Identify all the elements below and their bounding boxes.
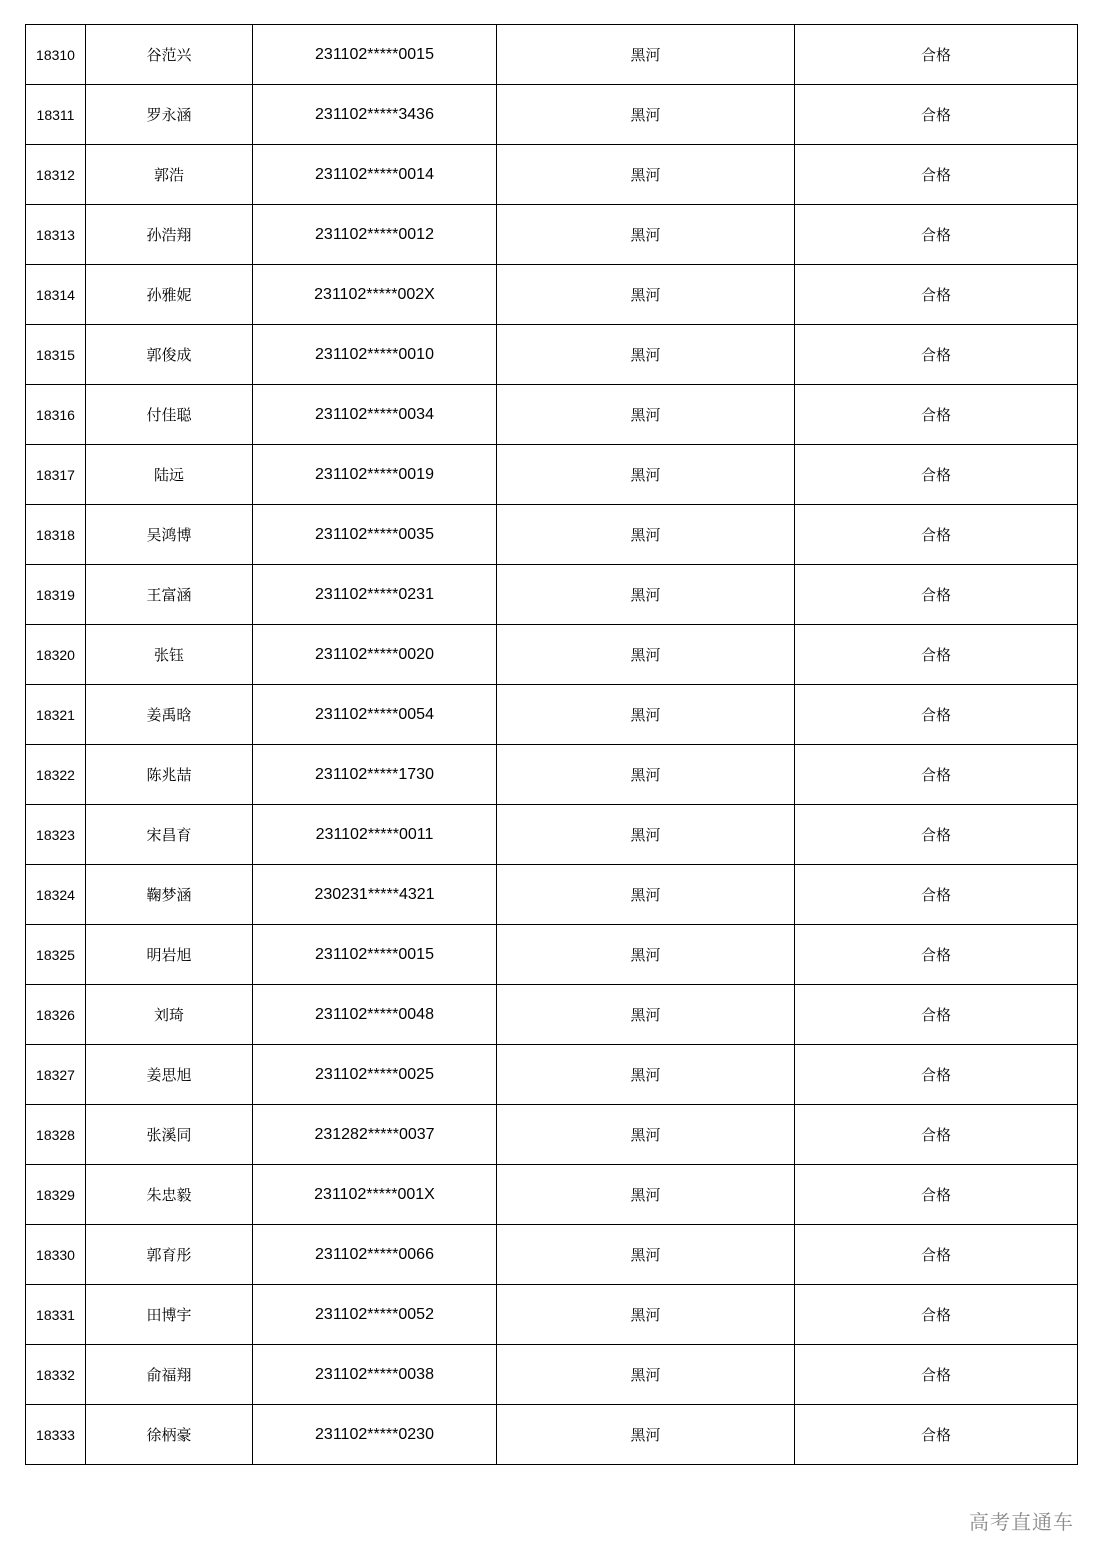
cell-id-number: 231102*****0025 bbox=[253, 1045, 497, 1105]
cell-id-number: 231102*****0011 bbox=[253, 805, 497, 865]
cell-region: 黑河 bbox=[497, 1105, 795, 1165]
table-row bbox=[26, 445, 1078, 505]
cell-number: 18330 bbox=[26, 1225, 86, 1285]
table-row bbox=[26, 805, 1078, 865]
cell-number: 18320 bbox=[26, 625, 86, 685]
cell-result: 合格 bbox=[795, 1105, 1078, 1165]
table-row bbox=[26, 745, 1078, 805]
cell-name: 姜思旭 bbox=[86, 1045, 253, 1105]
cell-number: 18319 bbox=[26, 565, 86, 625]
cell-result: 合格 bbox=[795, 1165, 1078, 1225]
table-row bbox=[26, 985, 1078, 1045]
table-row bbox=[26, 925, 1078, 985]
cell-result: 合格 bbox=[795, 1345, 1078, 1405]
cell-id-number: 231102*****0066 bbox=[253, 1225, 497, 1285]
table-row bbox=[26, 385, 1078, 445]
cell-region: 黑河 bbox=[497, 985, 795, 1045]
table-row bbox=[26, 505, 1078, 565]
cell-region: 黑河 bbox=[497, 625, 795, 685]
cell-result: 合格 bbox=[795, 505, 1078, 565]
cell-region: 黑河 bbox=[497, 1285, 795, 1345]
table-row bbox=[26, 85, 1078, 145]
cell-result: 合格 bbox=[795, 805, 1078, 865]
cell-region: 黑河 bbox=[497, 85, 795, 145]
cell-number: 18322 bbox=[26, 745, 86, 805]
cell-number: 18315 bbox=[26, 325, 86, 385]
cell-region: 黑河 bbox=[497, 1225, 795, 1285]
cell-result: 合格 bbox=[795, 25, 1078, 85]
cell-result: 合格 bbox=[795, 445, 1078, 505]
cell-region: 黑河 bbox=[497, 565, 795, 625]
cell-name: 郭俊成 bbox=[86, 325, 253, 385]
cell-number: 18326 bbox=[26, 985, 86, 1045]
cell-id-number: 231102*****0015 bbox=[253, 25, 497, 85]
cell-region: 黑河 bbox=[497, 925, 795, 985]
cell-id-number: 231102*****0034 bbox=[253, 385, 497, 445]
cell-number: 18332 bbox=[26, 1345, 86, 1405]
cell-region: 黑河 bbox=[497, 1405, 795, 1465]
cell-number: 18325 bbox=[26, 925, 86, 985]
cell-id-number: 231102*****0010 bbox=[253, 325, 497, 385]
cell-number: 18331 bbox=[26, 1285, 86, 1345]
table-row bbox=[26, 1405, 1078, 1465]
cell-id-number: 231102*****0019 bbox=[253, 445, 497, 505]
cell-name: 孙浩翔 bbox=[86, 205, 253, 265]
cell-region: 黑河 bbox=[497, 805, 795, 865]
cell-id-number: 231102*****3436 bbox=[253, 85, 497, 145]
cell-number: 18321 bbox=[26, 685, 86, 745]
cell-id-number: 231102*****1730 bbox=[253, 745, 497, 805]
cell-name: 陈兆喆 bbox=[86, 745, 253, 805]
table-row bbox=[26, 25, 1078, 85]
cell-region: 黑河 bbox=[497, 1165, 795, 1225]
cell-id-number: 231102*****0038 bbox=[253, 1345, 497, 1405]
cell-result: 合格 bbox=[795, 1225, 1078, 1285]
cell-name: 田博宇 bbox=[86, 1285, 253, 1345]
cell-name: 王富涵 bbox=[86, 565, 253, 625]
cell-result: 合格 bbox=[795, 385, 1078, 445]
cell-region: 黑河 bbox=[497, 205, 795, 265]
cell-result: 合格 bbox=[795, 265, 1078, 325]
table-row bbox=[26, 625, 1078, 685]
roster-body bbox=[26, 25, 1078, 1465]
cell-region: 黑河 bbox=[497, 1045, 795, 1105]
cell-name: 吴鸿博 bbox=[86, 505, 253, 565]
cell-id-number: 231102*****0020 bbox=[253, 625, 497, 685]
cell-result: 合格 bbox=[795, 925, 1078, 985]
roster-table bbox=[25, 24, 1078, 1465]
cell-result: 合格 bbox=[795, 325, 1078, 385]
cell-id-number: 231102*****0048 bbox=[253, 985, 497, 1045]
table-row bbox=[26, 1105, 1078, 1165]
cell-id-number: 231102*****0012 bbox=[253, 205, 497, 265]
cell-region: 黑河 bbox=[497, 685, 795, 745]
cell-number: 18316 bbox=[26, 385, 86, 445]
cell-result: 合格 bbox=[795, 565, 1078, 625]
cell-result: 合格 bbox=[795, 685, 1078, 745]
table-row bbox=[26, 145, 1078, 205]
table-row bbox=[26, 1045, 1078, 1105]
cell-number: 18327 bbox=[26, 1045, 86, 1105]
cell-id-number: 231102*****0014 bbox=[253, 145, 497, 205]
table-row bbox=[26, 265, 1078, 325]
table-row bbox=[26, 1165, 1078, 1225]
cell-name: 俞福翔 bbox=[86, 1345, 253, 1405]
table-row bbox=[26, 685, 1078, 745]
cell-id-number: 231102*****002X bbox=[253, 265, 497, 325]
cell-id-number: 231282*****0037 bbox=[253, 1105, 497, 1165]
cell-result: 合格 bbox=[795, 145, 1078, 205]
cell-result: 合格 bbox=[795, 985, 1078, 1045]
cell-name: 付佳聪 bbox=[86, 385, 253, 445]
cell-result: 合格 bbox=[795, 1285, 1078, 1345]
cell-name: 明岩旭 bbox=[86, 925, 253, 985]
cell-result: 合格 bbox=[795, 865, 1078, 925]
cell-region: 黑河 bbox=[497, 1345, 795, 1405]
cell-name: 郭浩 bbox=[86, 145, 253, 205]
cell-name: 孙雅妮 bbox=[86, 265, 253, 325]
cell-name: 张溪同 bbox=[86, 1105, 253, 1165]
table-row bbox=[26, 205, 1078, 265]
cell-id-number: 231102*****0052 bbox=[253, 1285, 497, 1345]
cell-region: 黑河 bbox=[497, 745, 795, 805]
cell-number: 18318 bbox=[26, 505, 86, 565]
cell-id-number: 231102*****0015 bbox=[253, 925, 497, 985]
cell-number: 18333 bbox=[26, 1405, 86, 1465]
cell-region: 黑河 bbox=[497, 325, 795, 385]
cell-number: 18324 bbox=[26, 865, 86, 925]
cell-id-number: 230231*****4321 bbox=[253, 865, 497, 925]
cell-region: 黑河 bbox=[497, 865, 795, 925]
table-row bbox=[26, 1225, 1078, 1285]
table-row bbox=[26, 565, 1078, 625]
cell-region: 黑河 bbox=[497, 385, 795, 445]
cell-id-number: 231102*****0230 bbox=[253, 1405, 497, 1465]
cell-name: 朱忠毅 bbox=[86, 1165, 253, 1225]
table-row bbox=[26, 1285, 1078, 1345]
cell-id-number: 231102*****001X bbox=[253, 1165, 497, 1225]
cell-number: 18323 bbox=[26, 805, 86, 865]
cell-number: 18310 bbox=[26, 25, 86, 85]
cell-number: 18313 bbox=[26, 205, 86, 265]
cell-name: 郭育彤 bbox=[86, 1225, 253, 1285]
cell-number: 18317 bbox=[26, 445, 86, 505]
cell-region: 黑河 bbox=[497, 505, 795, 565]
cell-number: 18311 bbox=[26, 85, 86, 145]
cell-result: 合格 bbox=[795, 745, 1078, 805]
cell-name: 陆远 bbox=[86, 445, 253, 505]
cell-name: 姜禹晗 bbox=[86, 685, 253, 745]
cell-region: 黑河 bbox=[497, 265, 795, 325]
cell-region: 黑河 bbox=[497, 25, 795, 85]
table-row bbox=[26, 865, 1078, 925]
cell-number: 18312 bbox=[26, 145, 86, 205]
cell-number: 18314 bbox=[26, 265, 86, 325]
cell-result: 合格 bbox=[795, 1405, 1078, 1465]
cell-region: 黑河 bbox=[497, 445, 795, 505]
cell-id-number: 231102*****0231 bbox=[253, 565, 497, 625]
table-row bbox=[26, 1345, 1078, 1405]
cell-number: 18329 bbox=[26, 1165, 86, 1225]
cell-id-number: 231102*****0035 bbox=[253, 505, 497, 565]
cell-number: 18328 bbox=[26, 1105, 86, 1165]
cell-name: 徐柄豪 bbox=[86, 1405, 253, 1465]
cell-region: 黑河 bbox=[497, 145, 795, 205]
cell-name: 罗永涵 bbox=[86, 85, 253, 145]
table-row bbox=[26, 325, 1078, 385]
watermark: 高考直通车 bbox=[969, 1510, 1074, 1534]
cell-name: 谷范兴 bbox=[86, 25, 253, 85]
cell-name: 刘琦 bbox=[86, 985, 253, 1045]
cell-id-number: 231102*****0054 bbox=[253, 685, 497, 745]
cell-result: 合格 bbox=[795, 625, 1078, 685]
cell-name: 宋昌育 bbox=[86, 805, 253, 865]
cell-result: 合格 bbox=[795, 85, 1078, 145]
cell-result: 合格 bbox=[795, 1045, 1078, 1105]
cell-name: 张钰 bbox=[86, 625, 253, 685]
cell-name: 鞠梦涵 bbox=[86, 865, 253, 925]
cell-result: 合格 bbox=[795, 205, 1078, 265]
